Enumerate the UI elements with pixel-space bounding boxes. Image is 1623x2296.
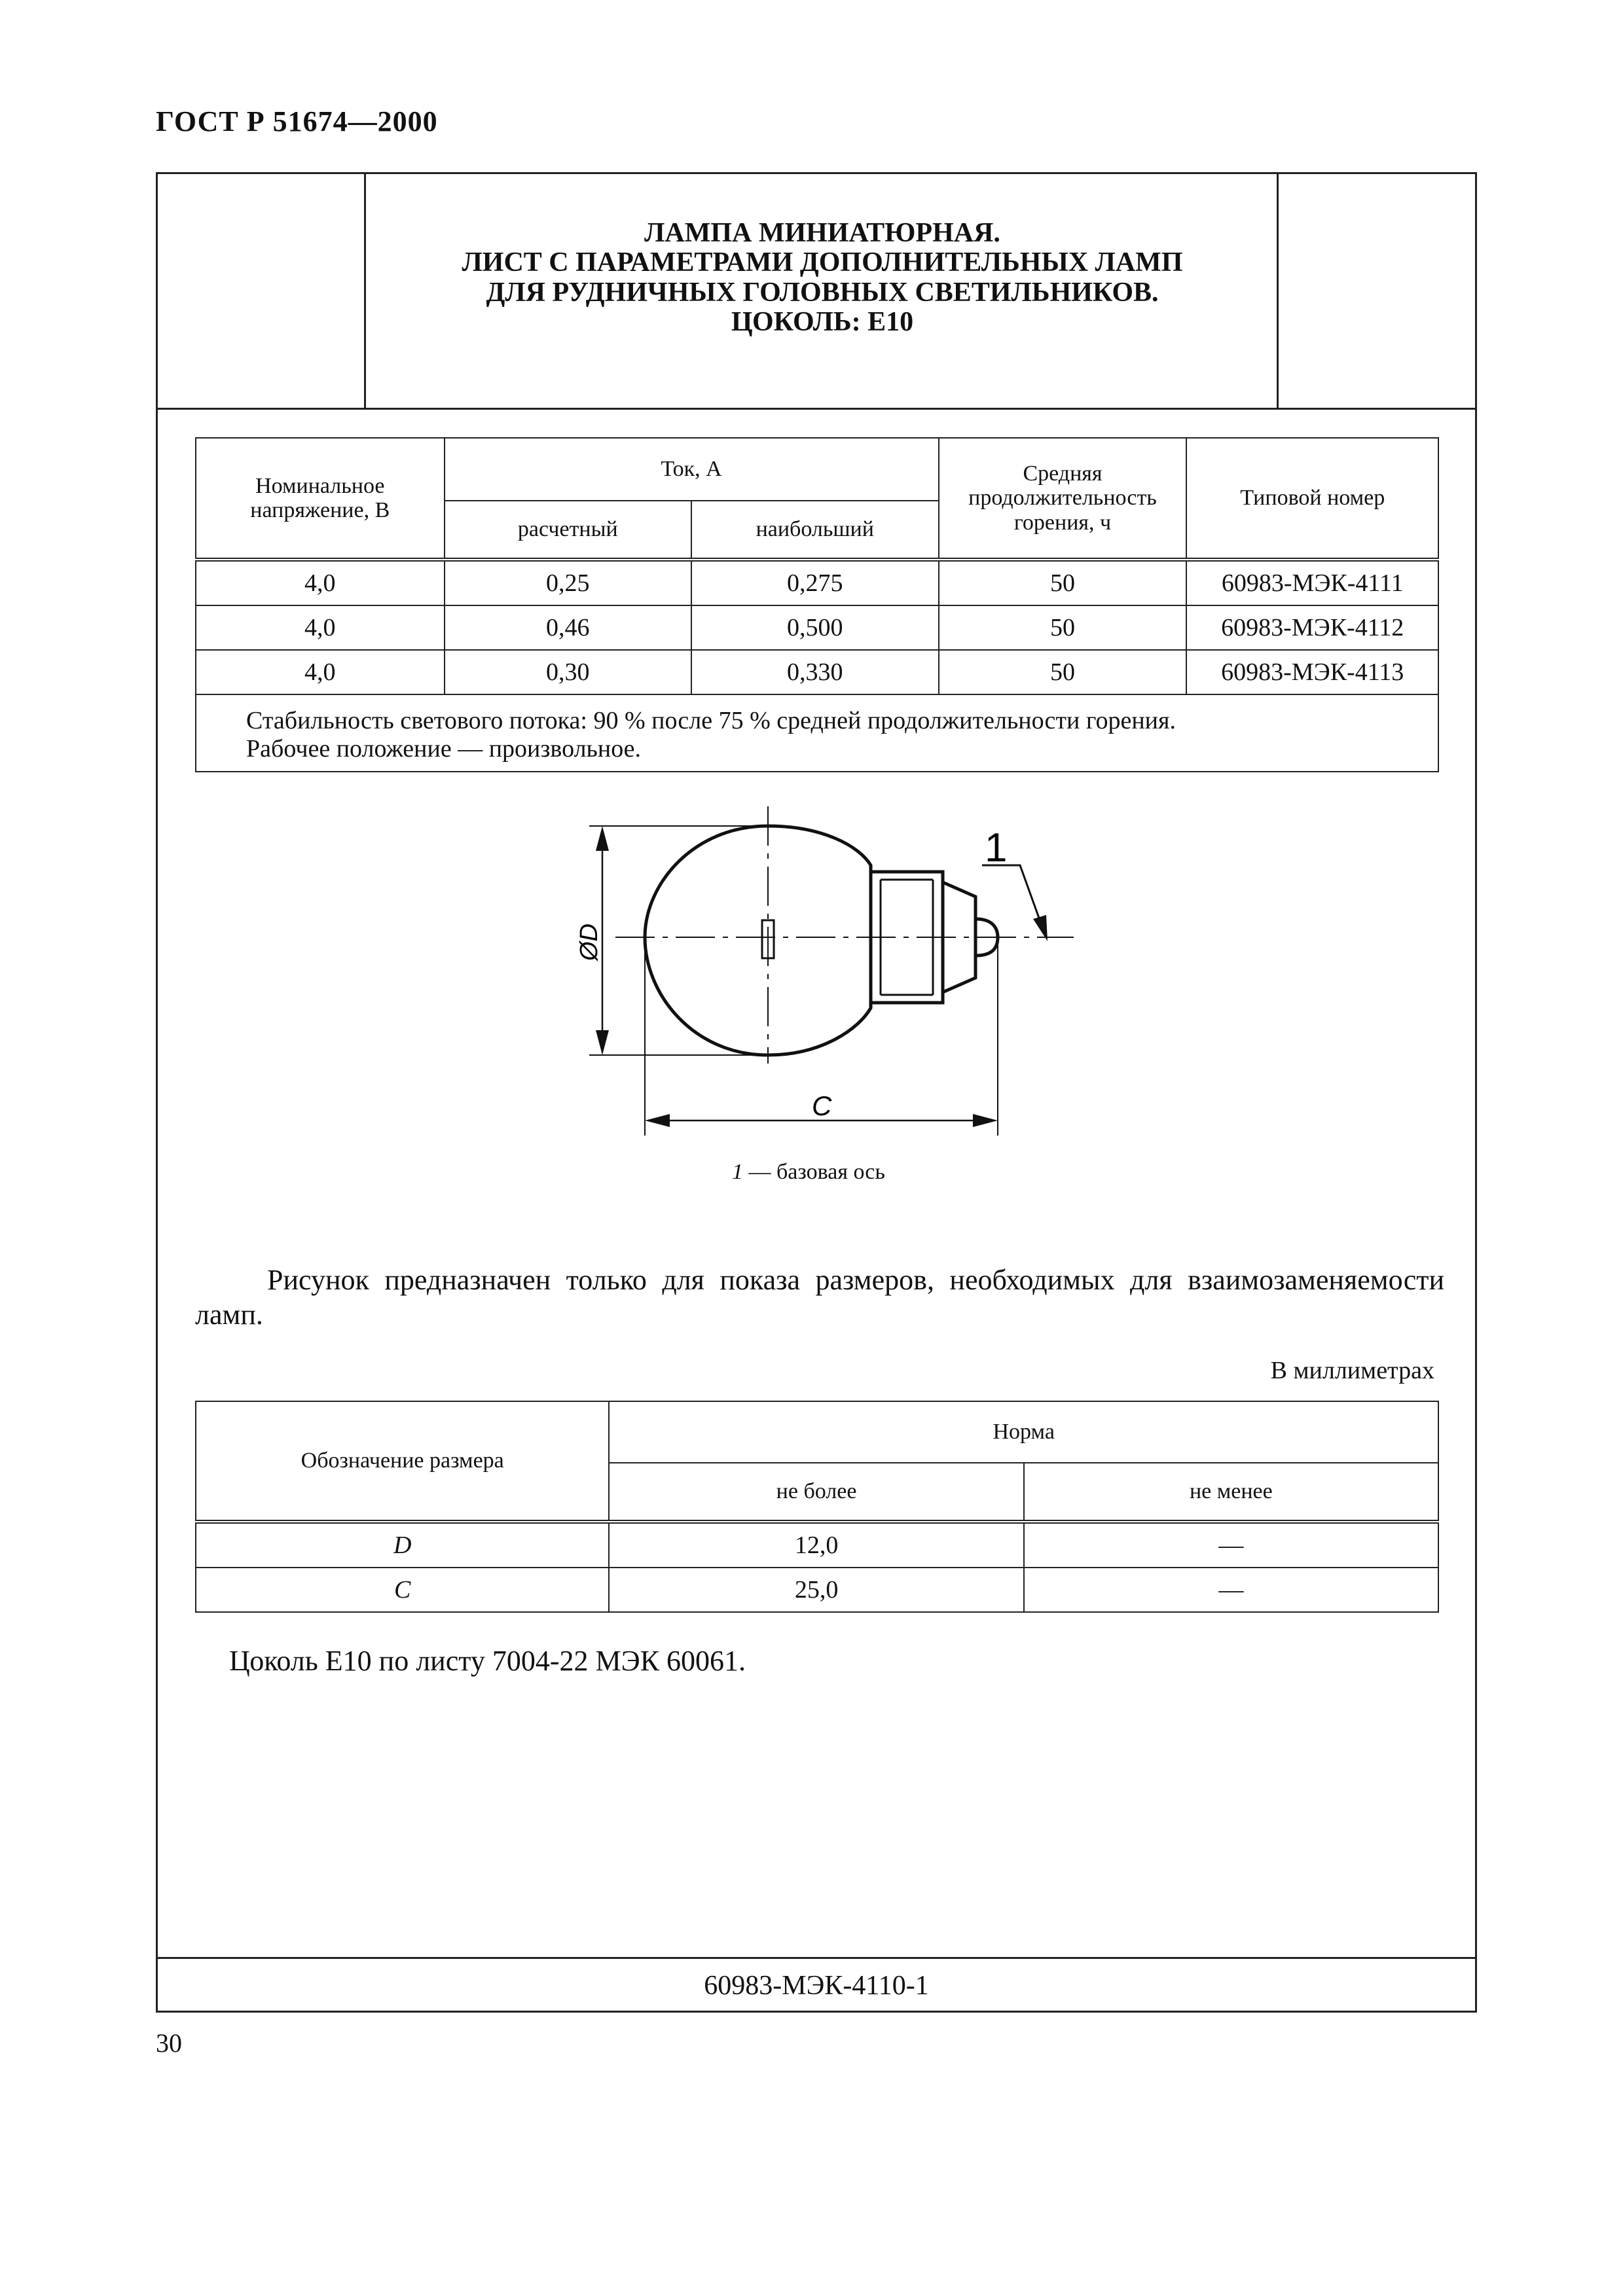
- cell-voltage: 4,0: [196, 560, 445, 605]
- document-code: ГОСТ Р 51674—2000: [156, 105, 438, 137]
- note-stability: Стабильность светового потока: 90 % после 75 % средней продолжительности горения.: [246, 707, 1176, 734]
- cell-voltage: 4,0: [196, 605, 445, 650]
- cell-life: 50: [939, 605, 1187, 650]
- table-row: [196, 1522, 1438, 1568]
- header-not-more: не более: [609, 1463, 1023, 1522]
- title-line-1: ЛАМПА МИНИАТЮРНАЯ.: [644, 218, 1000, 248]
- note-position: Рабочее положение — произвольное.: [246, 734, 642, 762]
- cell-designation: C: [196, 1568, 609, 1612]
- cell-current-max: 0,275: [691, 560, 939, 605]
- cell-type: 60983-МЭК-4111: [1186, 560, 1438, 605]
- callout-label: 1: [985, 825, 1008, 870]
- caption-text: — базовая ось: [743, 1160, 885, 1184]
- caption-number: 1: [732, 1160, 743, 1184]
- page-number: 30: [156, 2028, 182, 2058]
- header-life: Средняя продолжительность горения, ч: [939, 438, 1187, 560]
- title-line-3: ДЛЯ РУДНИЧНЫХ ГОЛОВНЫХ СВЕТИЛЬНИКОВ.: [486, 277, 1159, 308]
- cell-life: 50: [939, 560, 1187, 605]
- units-note: В миллиметрах: [1270, 1357, 1434, 1384]
- bulb-outline: [645, 826, 871, 1055]
- length-label: C: [812, 1090, 832, 1121]
- cell-type: 60983-МЭК-4113: [1186, 650, 1438, 694]
- cell-max: 12,0: [609, 1522, 1023, 1568]
- title-line-2: ЛИСТ С ПАРАМЕТРАМИ ДОПОЛНИТЕЛЬНЫХ ЛАМП: [462, 247, 1183, 278]
- title-line-4: ЦОКОЛЬ: Е10: [731, 307, 914, 338]
- cell-current-rated: 0,25: [445, 560, 691, 605]
- cell-designation: D: [196, 1522, 609, 1568]
- cell-current-rated: 0,46: [445, 605, 691, 650]
- base-reference-note: Цоколь Е10 по листу 7004-22 МЭК 60061.: [229, 1645, 746, 1677]
- dimensions-table: [195, 1401, 1439, 1613]
- callout-leader: [982, 865, 1044, 931]
- table-row: [196, 1568, 1438, 1612]
- cell-voltage: 4,0: [196, 650, 445, 694]
- header-type: Типовой номер: [1186, 438, 1438, 560]
- header-not-less: не менее: [1024, 1463, 1438, 1522]
- header-voltage: Номинальное напряжение, В: [196, 438, 445, 560]
- figure-note-paragraph: Рисунок предназначен только для показа размеров, необходимых для взаимозаменяемости ламп.: [195, 1264, 1444, 1331]
- header-norm: Норма: [609, 1401, 1438, 1463]
- cell-type: 60983-МЭК-4112: [1186, 605, 1438, 650]
- diameter-label: ØD: [575, 924, 603, 961]
- cell-current-max: 0,330: [691, 650, 939, 694]
- cell-min: —: [1024, 1522, 1438, 1568]
- header-current-max: наибольший: [691, 501, 939, 560]
- cell-current-max: 0,500: [691, 605, 939, 650]
- header-designation: Обозначение размера: [196, 1401, 609, 1522]
- cell-max: 25,0: [609, 1568, 1023, 1612]
- header-current-rated: расчетный: [445, 501, 691, 560]
- cell-min: —: [1024, 1568, 1438, 1612]
- cell-life: 50: [939, 650, 1187, 694]
- header-current: Ток, А: [445, 438, 939, 501]
- cell-current-rated: 0,30: [445, 650, 691, 694]
- figure-caption: [732, 1160, 885, 1185]
- sheet-footer-code: 60983-МЭК-4110-1: [158, 1957, 1475, 2011]
